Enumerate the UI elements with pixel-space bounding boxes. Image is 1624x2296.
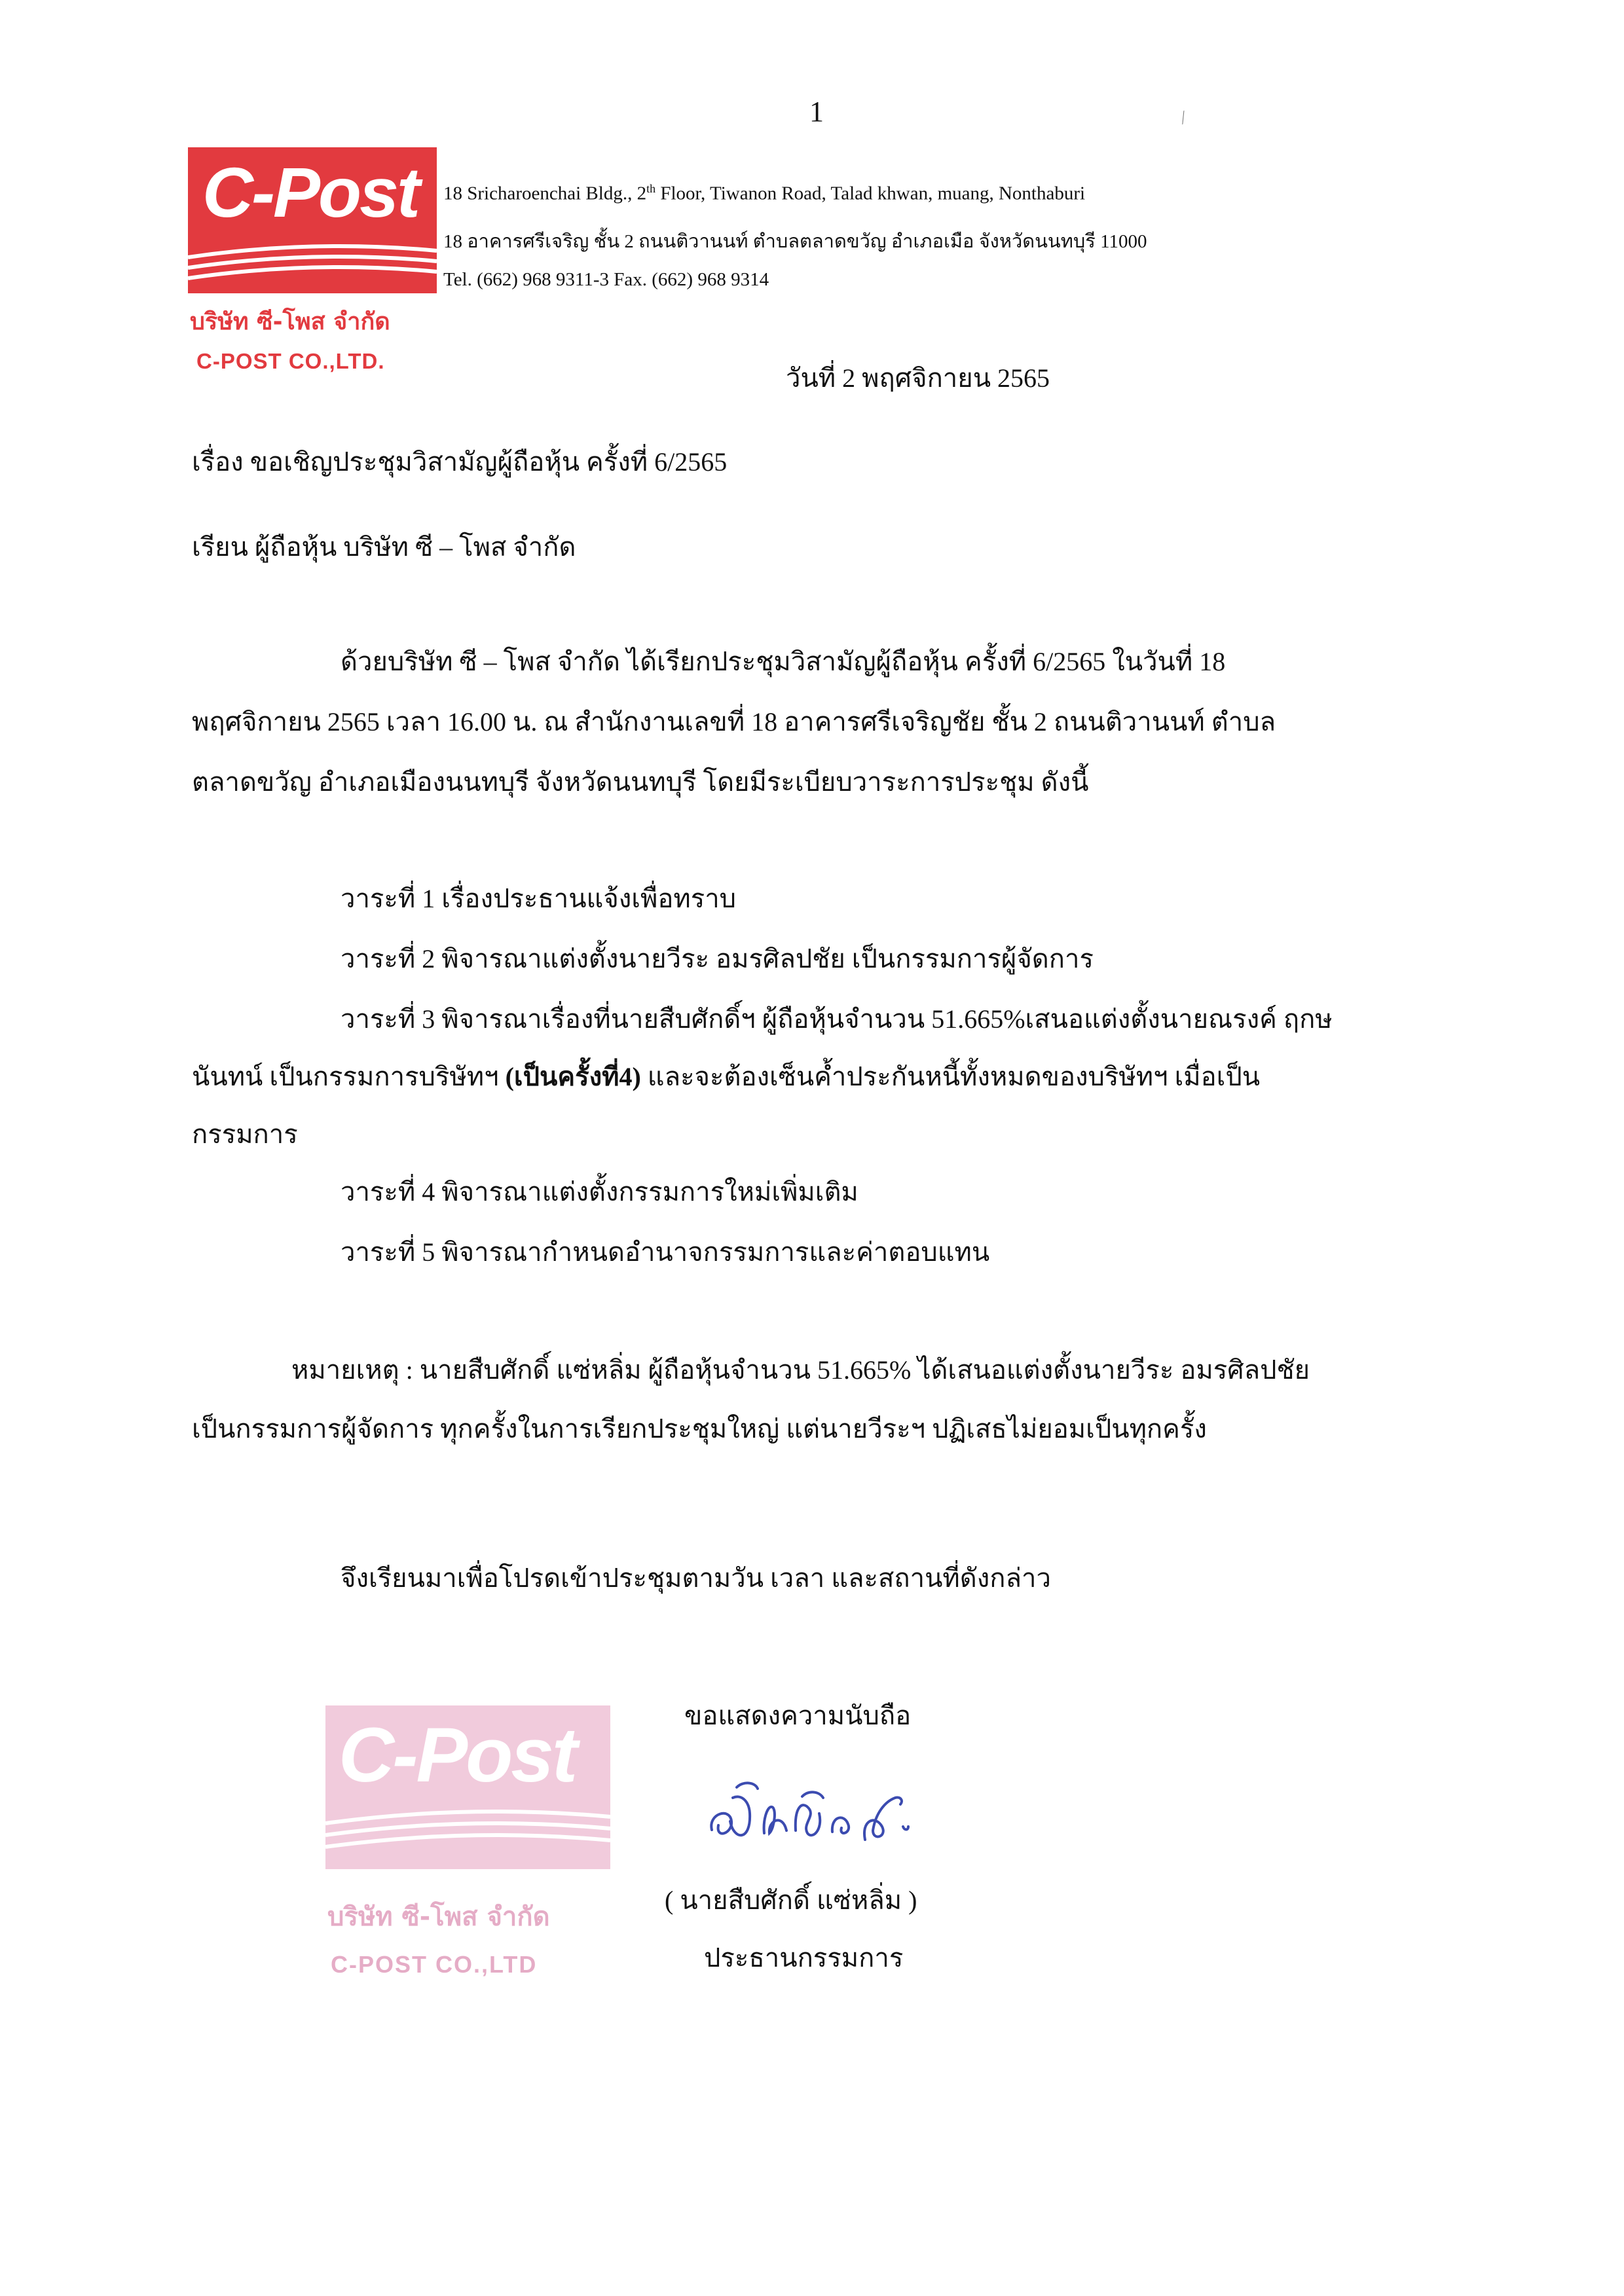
company-name-th: บริษัท ซี-โพส จำกัด [190,308,390,335]
bold-note: (เป็นครั้งที่4) [505,1062,641,1091]
signatory-title: ประธานกรรมการ [704,1943,904,1973]
intro-line: ด้วยบริษัท ซี – โพส จำกัด ได้เรียกประชุมวิสามัญผู้ถือหุ้น ครั้งที่ 6/2565 ในวันที่ 18 [341,647,1226,676]
scan-mark: ⁄ [1177,108,1190,127]
agenda-item: วาระที่ 4 พิจารณาแต่งตั้งกรรมการใหม่เพิ่มเติม [341,1177,858,1207]
company-stamp [324,1705,616,2013]
agenda-item: วาระที่ 1 เรื่องประธานแจ้งเพื่อทราบ [341,884,737,913]
note-line: หมายเหตุ : นายสืบศักดิ์ แซ่หลิ่ม ผู้ถือหุ้นจำนวน 51.665% ได้เสนอแต่งตั้งนายวีระ อมรศิลปชัย [291,1355,1310,1385]
intro-line: พฤศจิกายน 2565 เวลา 16.00 น. ณ สำนักงานเลขที่ 18 อาคารศรีเจริญชัย ชั้น 2 ถนนติวานนท์ ตำบล [192,707,1276,737]
agenda-item: วาระที่ 5 พิจารณากำหนดอำนาจกรรมการและค่าตอบแทน [341,1237,990,1267]
page-number: 1 [809,96,824,128]
contact-info: Tel. (662) 968 9311-3 Fax. (662) 968 9314 [443,269,769,290]
intro-line: ตลาดขวัญ อำเภอเมืองนนทบุรี จังหวัดนนทบุรี โดยมีระเบียบวาระการประชุม ดังนี้ [192,767,1089,797]
handwritten-signature [704,1768,927,1859]
stamp-company-name-th: บริษัท ซี-โพส จำกัด [327,1902,550,1932]
stamp-logo-text: C-Post [339,1712,576,1798]
address-english: 18 Sricharoenchai Bldg., 2th Floor, Tiwanon Road, Talad khwan, muang, Nonthaburi [443,182,1086,204]
agenda-item-continuation: กรรมการ [192,1120,298,1149]
agenda-item: วาระที่ 3 พิจารณาเรื่องที่นายสืบศักดิ์ฯ ผู้ถือหุ้นจำนวน 51.665%เสนอแต่งตั้งนายณรงค์ ฤกษ [341,1004,1333,1034]
company-name-en: C-POST CO.,LTD. [196,349,385,373]
agenda-item-continuation: นันทน์ เป็นกรรมการบริษัทฯ (เป็นครั้งที่4) และจะต้องเซ็นค้ำประกันหนี้ทั้งหมดของบริษัทฯ เมื่อเป็น [192,1062,1261,1091]
signatory-name: ( นายสืบศักดิ์ แซ่หลิ่ม ) [665,1886,917,1915]
letter-subject: เรื่อง ขอเชิญประชุมวิสามัญผู้ถือหุ้น ครั้งที่ 6/2565 [192,447,728,477]
logo-text: C-Post [202,153,418,232]
letter-date: วันที่ 2 พฤศจิกายน 2565 [786,363,1050,393]
stamp-company-name-en: C-POST CO.,LTD [331,1951,538,1978]
closing-sentence: จึงเรียนมาเพื่อโปรดเข้าประชุมตามวัน เวลา และสถานที่ดังกล่าว [341,1563,1051,1593]
company-logo [188,147,437,293]
address-thai: 18 อาคารศรีเจริญ ชั้น 2 ถนนติวานนท์ ตำบลตลาดขวัญ อำเภอเมือ จังหวัดนนทบุรี 11000 [443,231,1147,252]
letter-recipient: เรียน ผู้ถือหุ้น บริษัท ซี – โพส จำกัด [192,532,576,562]
agenda-item: วาระที่ 2 พิจารณาแต่งตั้งนายวีระ อมรศิลปชัย เป็นกรรมการผู้จัดการ [341,944,1094,974]
stamp-logo-box [325,1705,610,1869]
note-line: เป็นกรรมการผู้จัดการ ทุกครั้งในการเรียกประชุมใหญ่ แต่นายวีระฯ ปฏิเสธไม่ยอมเป็นทุกครั้ง [192,1414,1207,1444]
closing-greeting: ขอแสดงความนับถือ [684,1701,912,1730]
